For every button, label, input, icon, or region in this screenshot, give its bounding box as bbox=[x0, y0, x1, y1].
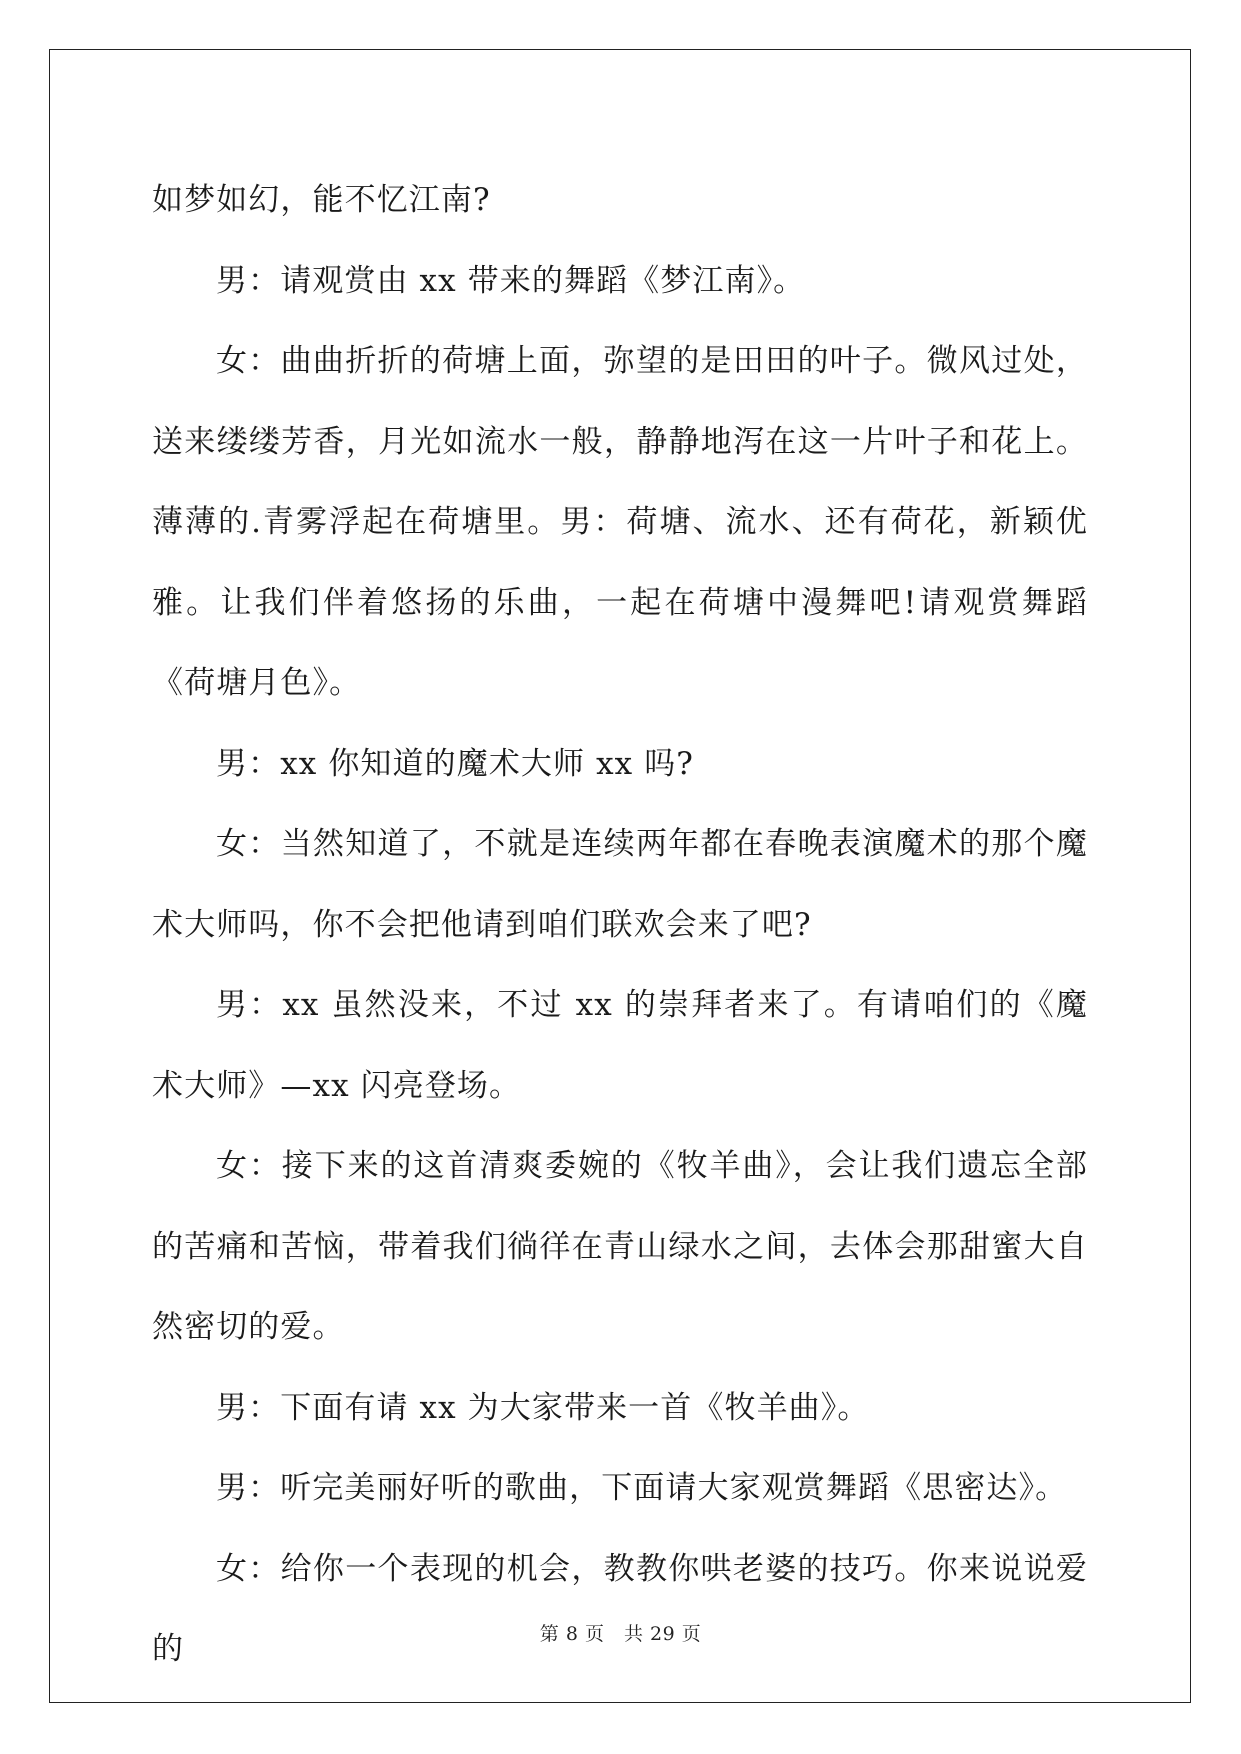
paragraph: 男：听完美丽好听的歌曲，下面请大家观赏舞蹈《思密达》。 bbox=[216, 1470, 1068, 1506]
document-body bbox=[152, 160, 1088, 1690]
paragraph: 男：xx 虽然没来，不过 xx 的崇拜者来了。有请咱们的《魔术大师》—xx 闪亮登场。 bbox=[152, 987, 1088, 1104]
paragraph: 女：当然知道了，不就是连续两年都在春晚表演魔术的那个魔术大师吗，你不会把他请到咱们联欢会来了吧? bbox=[152, 826, 1088, 943]
paragraph: 如梦如幻，能不忆江南? bbox=[152, 182, 491, 218]
paragraph: 男：下面有请 xx 为大家带来一首《牧羊曲》。 bbox=[216, 1389, 870, 1426]
paragraph: 女：接下来的这首清爽委婉的《牧羊曲》，会让我们遗忘全部的苦痛和苦恼，带着我们徜徉在青山绿水之间，去体会那甜蜜大自然密切的爱。 bbox=[152, 1148, 1088, 1345]
page-number-footer: 第 8 页 共 29 页 bbox=[539, 1623, 702, 1645]
paragraph: 女：给你一个表现的机会，教教你哄老婆的技巧。你来说说爱的 bbox=[152, 1550, 1088, 1667]
paragraph: 女：曲曲折折的荷塘上面，弥望的是田田的叶子。微风过处，送来缕缕芳香，月光如流水一般，静静地泻在这一片叶子和花上。薄薄的.青雾浮起在荷塘里。男：荷塘、流水、还有荷花，新颖优雅。让我们伴着悠扬的乐曲，一起在荷塘中漫舞吧!请观赏舞蹈《荷塘月色》。 bbox=[152, 343, 1088, 701]
paragraph: 男：xx 你知道的魔术大师 xx 吗? bbox=[216, 745, 695, 782]
paragraph: 男：请观赏由 xx 带来的舞蹈《梦江南》。 bbox=[216, 262, 806, 299]
